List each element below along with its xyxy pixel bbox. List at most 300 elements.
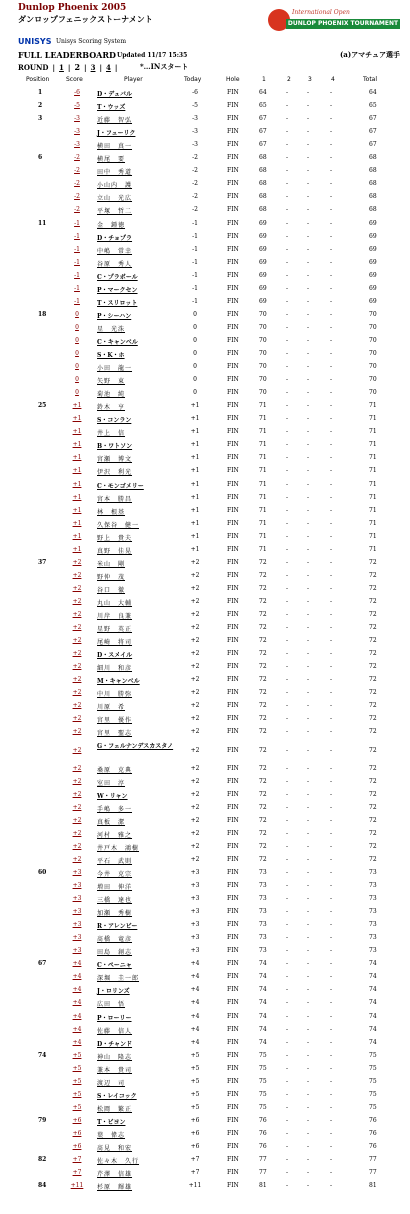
score-cell[interactable]: +2 bbox=[72, 746, 82, 754]
score-cell[interactable]: +2 bbox=[72, 676, 82, 684]
score-cell[interactable]: +2 bbox=[72, 842, 82, 850]
player-link[interactable]: P・マークセン bbox=[97, 286, 138, 294]
hole-cell: FIN bbox=[227, 506, 239, 514]
total-cell: 71 bbox=[369, 519, 377, 527]
player-link[interactable]: 矢野 東 bbox=[97, 378, 126, 386]
total-cell: 72 bbox=[369, 746, 377, 754]
player-link[interactable]: 河村 雅之 bbox=[97, 831, 133, 839]
player-link[interactable]: G・フェルナンデスカスタノ bbox=[97, 742, 174, 750]
score-cell[interactable]: +1 bbox=[72, 532, 82, 540]
score-cell[interactable]: -5 bbox=[74, 102, 80, 110]
round-2-cell: - bbox=[286, 1090, 289, 1098]
score-cell[interactable]: -1 bbox=[74, 284, 80, 292]
round-2-cell: - bbox=[286, 493, 289, 501]
player-link[interactable]: 佐藤 信人 bbox=[97, 1027, 133, 1035]
score-cell[interactable]: -2 bbox=[74, 167, 80, 175]
player-link[interactable]: 渡辺 司 bbox=[97, 1079, 126, 1087]
score-cell[interactable]: +5 bbox=[72, 1090, 82, 1098]
position-cell: 6 bbox=[38, 154, 43, 162]
total-cell: 73 bbox=[369, 908, 377, 916]
round-2-cell: - bbox=[286, 571, 289, 579]
score-cell[interactable]: +2 bbox=[72, 611, 82, 618]
score-cell[interactable]: +2 bbox=[72, 584, 82, 592]
player-link[interactable]: 細川 和彦 bbox=[97, 665, 133, 673]
player-link[interactable]: 星野 英正 bbox=[97, 626, 133, 634]
hole-cell: FIN bbox=[227, 999, 239, 1007]
sponsor-subtitle: Unisys Scoring System bbox=[56, 38, 127, 45]
round-4-cell: - bbox=[330, 350, 333, 357]
hole-cell: FIN bbox=[227, 480, 239, 488]
round-4-cell: - bbox=[330, 141, 333, 149]
player-link[interactable]: 横田 真一 bbox=[97, 143, 133, 151]
total-cell: 68 bbox=[369, 193, 377, 201]
score-cell[interactable]: -3 bbox=[74, 128, 80, 136]
player-link[interactable]: 伊沢 利光 bbox=[97, 469, 133, 477]
round-4-cell: - bbox=[330, 558, 333, 566]
score-cell[interactable]: +3 bbox=[72, 882, 82, 889]
score-cell[interactable]: +1 bbox=[72, 519, 82, 527]
round-1-cell: 71 bbox=[259, 428, 267, 436]
logo-script: International Open bbox=[292, 9, 350, 16]
score-cell[interactable]: -1 bbox=[74, 297, 80, 305]
player-link[interactable]: 米山 剛 bbox=[97, 560, 126, 568]
round-link-1[interactable]: 1 bbox=[59, 62, 64, 72]
score-cell[interactable]: +4 bbox=[72, 960, 82, 968]
round-1-cell: 73 bbox=[259, 934, 267, 942]
player-link[interactable]: 横尾 要 bbox=[97, 156, 126, 164]
player-link[interactable]: 林 根基 bbox=[97, 508, 126, 516]
score-cell[interactable]: +2 bbox=[72, 715, 82, 723]
hole-cell: FIN bbox=[227, 702, 239, 710]
round-2-cell: - bbox=[286, 128, 289, 136]
round-3-cell: - bbox=[307, 611, 310, 618]
player-link[interactable]: P・シーハン bbox=[97, 312, 132, 320]
round-3-cell: - bbox=[307, 193, 310, 201]
score-cell[interactable]: -1 bbox=[74, 258, 80, 266]
player-link[interactable]: C・キャンベル bbox=[97, 338, 138, 346]
round-3-cell: - bbox=[307, 960, 310, 968]
round-3-cell: - bbox=[307, 284, 310, 292]
round-2-cell: - bbox=[286, 584, 289, 592]
score-cell[interactable]: +2 bbox=[72, 689, 82, 697]
player-link[interactable]: 室田 淳 bbox=[97, 779, 126, 787]
hole-cell: FIN bbox=[227, 141, 239, 149]
hole-cell: FIN bbox=[227, 519, 239, 527]
total-cell: 70 bbox=[369, 389, 377, 397]
today-cell: +2 bbox=[190, 584, 200, 592]
round-1-cell: 71 bbox=[259, 519, 267, 527]
score-cell[interactable]: +1 bbox=[72, 415, 82, 423]
score-cell[interactable]: +4 bbox=[72, 973, 82, 981]
round-1-cell: 70 bbox=[259, 310, 267, 318]
total-cell: 69 bbox=[369, 284, 377, 292]
total-cell: 70 bbox=[369, 336, 377, 344]
round-4-cell: - bbox=[330, 663, 333, 671]
score-cell[interactable]: +7 bbox=[72, 1156, 82, 1164]
player-link[interactable]: 真野 佳晃 bbox=[97, 547, 133, 555]
score-cell[interactable]: +2 bbox=[72, 650, 82, 658]
player-link[interactable]: 井戸木 鴻樹 bbox=[97, 844, 140, 852]
player-link[interactable]: B・ワトソン bbox=[97, 443, 133, 451]
today-cell: -6 bbox=[192, 89, 198, 96]
player-link[interactable]: 田島 創志 bbox=[97, 949, 133, 957]
round-1-cell: 69 bbox=[259, 258, 267, 266]
score-cell[interactable]: -1 bbox=[74, 245, 80, 253]
player-link[interactable]: T・ビヨン bbox=[97, 1118, 126, 1126]
score-cell[interactable]: +3 bbox=[72, 921, 82, 929]
player-link[interactable]: C・モンゴメリー bbox=[97, 482, 144, 490]
player-link[interactable]: 真板 潔 bbox=[97, 818, 126, 826]
player-link[interactable]: 田中 秀道 bbox=[97, 169, 133, 177]
round-2-cell: - bbox=[286, 336, 289, 344]
today-cell: -1 bbox=[192, 245, 198, 253]
round-2-cell: - bbox=[286, 310, 289, 318]
total-cell: 69 bbox=[369, 245, 377, 253]
header-round-1: 1 bbox=[262, 76, 266, 83]
player-link[interactable]: D・スメイル bbox=[97, 652, 133, 660]
total-cell: 72 bbox=[369, 764, 377, 772]
score-cell[interactable]: +2 bbox=[72, 764, 82, 772]
round-2-cell: - bbox=[286, 842, 289, 850]
round-link-4[interactable]: 4 bbox=[106, 62, 111, 72]
total-cell: 72 bbox=[369, 803, 377, 811]
score-cell[interactable]: +2 bbox=[72, 803, 82, 811]
round-2-cell: - bbox=[286, 1012, 289, 1020]
score-cell[interactable]: +4 bbox=[72, 1025, 82, 1033]
hole-cell: FIN bbox=[227, 908, 239, 916]
round-2-cell: - bbox=[286, 676, 289, 684]
score-cell[interactable]: +3 bbox=[72, 895, 82, 903]
player-link[interactable]: 鈴木 亨 bbox=[97, 404, 126, 412]
round-3-cell: - bbox=[307, 167, 310, 175]
player-link[interactable]: S・レイコック bbox=[97, 1092, 137, 1100]
player-link[interactable]: 宮瀬 博文 bbox=[97, 456, 133, 464]
round-3-cell: - bbox=[307, 480, 310, 488]
round-3-cell: - bbox=[307, 908, 310, 916]
player-link[interactable]: 宮里 聖志 bbox=[97, 730, 133, 738]
score-cell[interactable]: 0 bbox=[75, 350, 79, 357]
player-link[interactable]: 神山 隆志 bbox=[97, 1053, 133, 1061]
round-2-cell: - bbox=[286, 1025, 289, 1033]
score-cell[interactable]: +3 bbox=[72, 868, 82, 876]
player-link[interactable]: S・K・ホ bbox=[97, 352, 125, 359]
player-link[interactable]: 広田 悟 bbox=[97, 1001, 126, 1009]
today-cell: +2 bbox=[190, 728, 200, 736]
hole-cell: FIN bbox=[227, 947, 239, 955]
round-3-cell: - bbox=[307, 154, 310, 162]
score-cell[interactable]: +1 bbox=[72, 467, 82, 475]
player-link[interactable]: 佐々木 久行 bbox=[97, 1158, 140, 1166]
round-2-cell: - bbox=[286, 624, 289, 632]
total-cell: 72 bbox=[369, 571, 377, 579]
score-cell[interactable]: 0 bbox=[75, 389, 79, 397]
hole-cell: FIN bbox=[227, 336, 239, 344]
player-link[interactable]: 小田 龍一 bbox=[97, 365, 133, 373]
player-link[interactable]: 髙見 和宏 bbox=[97, 1145, 133, 1152]
score-cell[interactable]: 0 bbox=[75, 323, 79, 331]
player-link[interactable]: 谷口 徹 bbox=[97, 586, 126, 594]
player-link[interactable]: D・デュバル bbox=[97, 91, 133, 98]
score-cell[interactable]: +2 bbox=[72, 829, 82, 837]
score-cell[interactable]: 0 bbox=[75, 310, 79, 318]
hole-cell: FIN bbox=[227, 454, 239, 462]
player-link[interactable]: J・ロリンズ bbox=[97, 988, 130, 996]
player-link[interactable]: 芹澤 信雄 bbox=[97, 1171, 133, 1179]
round-4-cell: - bbox=[330, 1090, 333, 1098]
player-link[interactable]: R・アレンビー bbox=[97, 923, 138, 931]
hole-cell: FIN bbox=[227, 663, 239, 671]
score-cell[interactable]: +4 bbox=[72, 999, 82, 1007]
today-cell: +11 bbox=[188, 1182, 202, 1190]
player-link[interactable]: T・ウッズ bbox=[97, 104, 126, 112]
score-cell[interactable]: +1 bbox=[72, 441, 82, 449]
player-link[interactable]: 星 光洙 bbox=[97, 325, 126, 333]
score-cell[interactable]: +7 bbox=[72, 1169, 82, 1177]
round-1-cell: 74 bbox=[259, 1025, 267, 1033]
today-cell: +2 bbox=[190, 571, 200, 579]
player-link[interactable]: 丸山 大輔 bbox=[97, 599, 133, 607]
score-cell[interactable]: -2 bbox=[74, 154, 80, 162]
hole-cell: FIN bbox=[227, 1077, 239, 1085]
player-link[interactable]: 手嶋 多一 bbox=[97, 805, 133, 813]
player-link[interactable]: 谷原 秀人 bbox=[97, 260, 133, 268]
hole-cell: FIN bbox=[227, 232, 239, 240]
today-cell: -1 bbox=[192, 219, 198, 227]
round-1-cell: 74 bbox=[259, 1012, 267, 1020]
player-link[interactable]: 尾崎 将司 bbox=[97, 639, 133, 647]
score-cell[interactable]: +2 bbox=[72, 637, 82, 645]
total-cell: 72 bbox=[369, 597, 377, 605]
player-link[interactable]: 野上 貴夫 bbox=[97, 534, 133, 542]
score-cell[interactable]: +2 bbox=[72, 624, 82, 632]
round-3-cell: - bbox=[307, 1143, 310, 1150]
player-link[interactable]: 深堀 圭一郎 bbox=[97, 975, 140, 983]
score-cell[interactable]: +5 bbox=[72, 1064, 82, 1072]
round-3-cell: - bbox=[307, 271, 310, 279]
position-cell: 18 bbox=[38, 310, 47, 318]
player-link[interactable]: 金 鍾徳 bbox=[97, 221, 126, 229]
round-2-cell: - bbox=[286, 323, 289, 331]
round-1-cell: 74 bbox=[259, 1038, 267, 1046]
score-cell[interactable]: +1 bbox=[72, 428, 82, 436]
round-4-cell: - bbox=[330, 1116, 333, 1124]
player-link[interactable]: 増田 伸洋 bbox=[97, 884, 133, 891]
score-cell[interactable]: +2 bbox=[72, 597, 82, 605]
score-cell[interactable]: +6 bbox=[72, 1129, 82, 1137]
total-cell: 73 bbox=[369, 895, 377, 903]
player-link[interactable]: 中川 勝弥 bbox=[97, 691, 133, 699]
today-cell: -2 bbox=[192, 180, 198, 188]
score-cell[interactable]: +3 bbox=[72, 908, 82, 916]
score-cell[interactable]: +2 bbox=[72, 728, 82, 736]
today-cell: +4 bbox=[190, 1025, 200, 1033]
score-cell[interactable]: -1 bbox=[74, 232, 80, 240]
round-1-cell: 72 bbox=[259, 558, 267, 566]
score-cell[interactable]: +5 bbox=[72, 1051, 82, 1059]
player-link[interactable]: P・ローリー bbox=[97, 1014, 132, 1022]
header-round-3: 3 bbox=[308, 76, 312, 83]
position-cell: 74 bbox=[38, 1051, 47, 1059]
score-cell[interactable]: -3 bbox=[74, 115, 80, 123]
player-link[interactable]: 川岸 良兼 bbox=[97, 613, 133, 620]
player-link[interactable]: 井上 信 bbox=[97, 430, 126, 438]
hole-cell: FIN bbox=[227, 193, 239, 201]
total-cell: 68 bbox=[369, 206, 377, 214]
player-link[interactable]: S・コンラン bbox=[97, 417, 132, 425]
today-cell: +5 bbox=[190, 1064, 200, 1072]
score-cell[interactable]: +2 bbox=[72, 702, 82, 710]
score-cell[interactable]: +2 bbox=[72, 558, 82, 566]
round-2-cell: - bbox=[286, 715, 289, 723]
player-link[interactable]: 立山 光広 bbox=[97, 195, 133, 203]
score-cell[interactable]: +3 bbox=[72, 934, 82, 942]
player-link[interactable]: 松岡 繁正 bbox=[97, 1105, 133, 1113]
player-link[interactable]: 小山内 護 bbox=[97, 182, 133, 190]
today-cell: -5 bbox=[192, 102, 198, 110]
round-4-cell: - bbox=[330, 415, 333, 423]
score-cell[interactable]: +2 bbox=[72, 816, 82, 824]
player-link[interactable]: 宮本 勝昌 bbox=[97, 495, 133, 503]
player-link[interactable]: 兼本 貴司 bbox=[97, 1066, 133, 1074]
hole-cell: FIN bbox=[227, 715, 239, 723]
round-3-cell: - bbox=[307, 350, 310, 357]
score-cell[interactable]: +3 bbox=[72, 947, 82, 955]
today-cell: +6 bbox=[190, 1129, 200, 1137]
score-cell[interactable]: +2 bbox=[72, 663, 82, 671]
round-1-cell: 73 bbox=[259, 921, 267, 929]
player-link[interactable]: M・キャンベル bbox=[97, 678, 140, 686]
round-4-cell: - bbox=[330, 454, 333, 462]
round-3-cell: - bbox=[307, 1025, 310, 1033]
player-link[interactable]: D・チョプラ bbox=[97, 234, 133, 242]
score-cell[interactable]: +1 bbox=[72, 454, 82, 462]
round-2-cell: - bbox=[286, 1182, 289, 1190]
score-cell[interactable]: +1 bbox=[72, 480, 82, 488]
score-cell[interactable]: 0 bbox=[75, 363, 79, 371]
score-cell[interactable]: 0 bbox=[75, 336, 79, 344]
hole-cell: FIN bbox=[227, 986, 239, 994]
round-1-cell: 73 bbox=[259, 895, 267, 903]
round-4-cell: - bbox=[330, 934, 333, 942]
score-cell[interactable]: -6 bbox=[74, 89, 80, 96]
round-2-cell: - bbox=[286, 389, 289, 397]
player-link[interactable]: D・チャンド bbox=[97, 1040, 133, 1048]
round-1-cell: 72 bbox=[259, 571, 267, 579]
round-4-cell: - bbox=[330, 842, 333, 850]
player-link[interactable]: 加瀬 秀樹 bbox=[97, 910, 133, 918]
player-link[interactable]: 今井 克宗 bbox=[97, 870, 133, 878]
total-cell: 74 bbox=[369, 973, 377, 981]
score-cell[interactable]: -1 bbox=[74, 271, 80, 279]
round-1-cell: 70 bbox=[259, 336, 267, 344]
player-link[interactable]: 菊池 純 bbox=[97, 391, 126, 399]
hole-cell: FIN bbox=[227, 1116, 239, 1124]
player-link[interactable]: 野仲 茂 bbox=[97, 573, 126, 581]
round-2-cell: - bbox=[286, 467, 289, 475]
round-link-3[interactable]: 3 bbox=[90, 62, 96, 72]
score-cell[interactable]: +1 bbox=[72, 506, 82, 514]
round-4-cell: - bbox=[330, 597, 333, 605]
round-3-cell: - bbox=[307, 128, 310, 136]
score-cell[interactable]: +2 bbox=[72, 855, 82, 863]
hole-cell: FIN bbox=[227, 777, 239, 785]
round-4-cell: - bbox=[330, 584, 333, 592]
today-cell: +2 bbox=[190, 803, 200, 811]
player-link[interactable]: 久保谷 健一 bbox=[97, 521, 140, 529]
player-link[interactable]: C・ペーニャ bbox=[97, 962, 132, 970]
score-cell[interactable]: +2 bbox=[72, 571, 82, 579]
score-cell[interactable]: +4 bbox=[72, 1038, 82, 1046]
round-link-2[interactable]: 2 bbox=[74, 62, 81, 72]
score-cell[interactable]: +4 bbox=[72, 1012, 82, 1020]
round-2-cell: - bbox=[286, 102, 289, 110]
total-cell: 70 bbox=[369, 363, 377, 371]
score-cell[interactable]: -3 bbox=[74, 141, 80, 149]
player-link[interactable]: 髙橋 竜彦 bbox=[97, 936, 133, 944]
hole-cell: FIN bbox=[227, 1012, 239, 1020]
player-link[interactable]: 杉原 輝雄 bbox=[97, 1184, 133, 1192]
score-cell[interactable]: -1 bbox=[74, 219, 80, 227]
player-link[interactable]: W・リャン bbox=[97, 792, 128, 800]
round-2-cell: - bbox=[286, 1064, 289, 1072]
round-4-cell: - bbox=[330, 816, 333, 824]
hole-cell: FIN bbox=[227, 350, 239, 357]
score-cell[interactable]: +4 bbox=[72, 986, 82, 994]
player-link[interactable]: C・プラポール bbox=[97, 273, 138, 281]
score-cell[interactable]: -2 bbox=[74, 206, 80, 214]
round-3-cell: - bbox=[307, 947, 310, 955]
score-cell[interactable]: +2 bbox=[72, 777, 82, 785]
round-4-cell: - bbox=[330, 363, 333, 371]
round-1-cell: 76 bbox=[259, 1129, 267, 1137]
score-cell[interactable]: +6 bbox=[72, 1116, 82, 1124]
score-cell[interactable]: +6 bbox=[72, 1143, 82, 1150]
total-cell: 73 bbox=[369, 882, 377, 889]
round-4-cell: - bbox=[330, 258, 333, 266]
hole-cell: FIN bbox=[227, 728, 239, 736]
round-1-cell: 69 bbox=[259, 297, 267, 305]
player-link[interactable]: 平塚 哲二 bbox=[97, 208, 133, 216]
player-link[interactable]: 近藤 智弘 bbox=[97, 117, 133, 125]
player-link[interactable]: 川原 希 bbox=[97, 704, 126, 712]
score-cell[interactable]: 0 bbox=[75, 376, 79, 384]
round-2-cell: - bbox=[286, 921, 289, 929]
score-cell[interactable]: +2 bbox=[72, 790, 82, 798]
score-cell[interactable]: -2 bbox=[74, 180, 80, 188]
score-cell[interactable]: +5 bbox=[72, 1077, 82, 1085]
round-2-cell: - bbox=[286, 895, 289, 903]
hole-cell: FIN bbox=[227, 1169, 239, 1177]
score-cell[interactable]: +1 bbox=[72, 545, 82, 553]
player-link[interactable]: J・フューリク bbox=[97, 130, 136, 138]
today-cell: +2 bbox=[190, 650, 200, 658]
player-link[interactable]: 桑原 克典 bbox=[97, 766, 133, 774]
score-cell[interactable]: -2 bbox=[74, 193, 80, 201]
score-cell[interactable]: +1 bbox=[72, 402, 82, 410]
score-cell[interactable]: +11 bbox=[70, 1182, 84, 1190]
round-4-cell: - bbox=[330, 336, 333, 344]
player-link[interactable]: 中嶋 常幸 bbox=[97, 247, 133, 255]
score-cell[interactable]: +5 bbox=[72, 1103, 82, 1111]
player-link[interactable]: 平石 武則 bbox=[97, 857, 133, 865]
round-1-cell: 71 bbox=[259, 545, 267, 553]
player-link[interactable]: 宮里 優作 bbox=[97, 717, 133, 725]
player-link[interactable]: T・スリロット bbox=[97, 299, 138, 307]
player-link[interactable]: 葉 偉志 bbox=[97, 1131, 126, 1139]
round-4-cell: - bbox=[330, 271, 333, 279]
score-cell[interactable]: +1 bbox=[72, 493, 82, 501]
player-link[interactable]: 三橋 達也 bbox=[97, 897, 133, 905]
